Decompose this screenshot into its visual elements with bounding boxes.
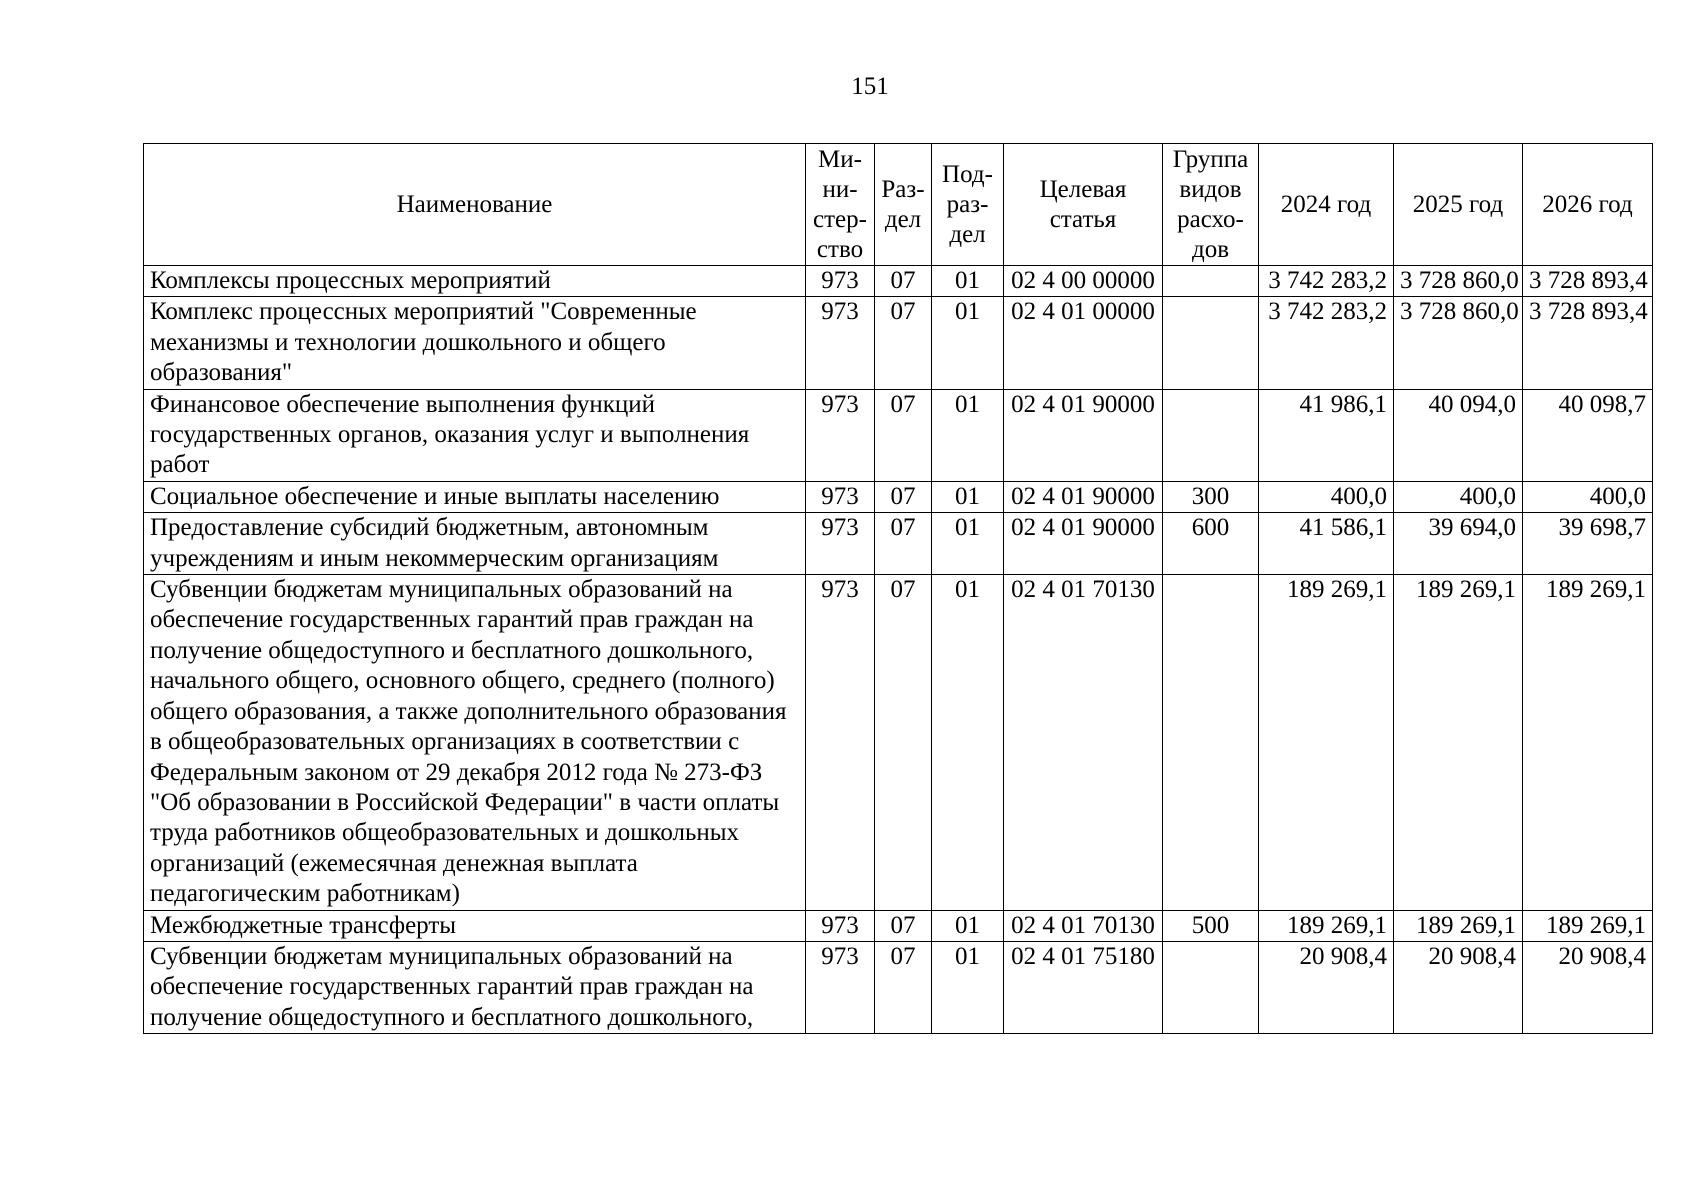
- cell-2026: 400,0: [1523, 481, 1653, 512]
- cell-ministry: 973: [806, 389, 875, 481]
- cell-group: [1163, 389, 1259, 481]
- cell-2026: 3 728 893,4: [1523, 266, 1653, 297]
- header-section-line: дел: [884, 205, 922, 233]
- cell-name: Финансовое обеспечение выполнения функций государственных органов, оказания услуг и выполнения работ: [144, 389, 806, 481]
- cell-group: 500: [1163, 910, 1259, 941]
- cell-section: 07: [875, 266, 932, 297]
- cell-2024: 400,0: [1259, 481, 1394, 512]
- cell-subsection: 01: [932, 266, 1004, 297]
- cell-ministry: 973: [806, 481, 875, 512]
- cell-group: [1163, 266, 1259, 297]
- cell-2025: 400,0: [1394, 481, 1523, 512]
- table-row: [144, 513, 1653, 575]
- header-ministry: [806, 144, 875, 266]
- header-ministry-line: ни-: [822, 175, 858, 203]
- cell-target: 02 4 01 75180: [1004, 941, 1163, 1033]
- cell-target: 02 4 01 70130: [1004, 575, 1163, 910]
- table-row: [144, 575, 1653, 910]
- cell-section: 07: [875, 389, 932, 481]
- cell-ministry: 973: [806, 941, 875, 1033]
- cell-2024: 41 986,1: [1259, 389, 1394, 481]
- cell-2025: 20 908,4: [1394, 941, 1523, 1033]
- cell-target: 02 4 01 90000: [1004, 481, 1163, 512]
- cell-2025: 40 094,0: [1394, 389, 1523, 481]
- table-row: [144, 910, 1653, 941]
- cell-name: Комплекс процессных мероприятий "Современные механизмы и технологии дошкольного и общего образования": [144, 297, 806, 389]
- header-subsection-line: дел: [949, 220, 986, 248]
- cell-name: Предоставление субсидий бюджетным, автономным учреждениям и иным некоммерческим организациям: [144, 513, 806, 575]
- cell-ministry: 973: [806, 910, 875, 941]
- table-row: [144, 941, 1653, 1033]
- cell-2026: 189 269,1: [1523, 910, 1653, 941]
- cell-name: Межбюджетные трансферты: [144, 910, 806, 941]
- cell-section: 07: [875, 575, 932, 910]
- cell-name: Субвенции бюджетам муниципальных образований на обеспечение государственных гарантий прав граждан на получение общедоступного и бесплатного дошкольного,: [144, 941, 806, 1033]
- header-ministry-line: Ми-: [818, 145, 862, 173]
- header-2026: 2026 год: [1523, 144, 1653, 266]
- cell-section: 07: [875, 941, 932, 1033]
- cell-group: [1163, 575, 1259, 910]
- header-ministry-line: стер-: [813, 205, 867, 233]
- cell-2026: 3 728 893,4: [1523, 297, 1653, 389]
- cell-2026: 39 698,7: [1523, 513, 1653, 575]
- page-number: 151: [851, 73, 889, 100]
- cell-2026: 40 098,7: [1523, 389, 1653, 481]
- cell-name: Социальное обеспечение и иные выплаты населению: [144, 481, 806, 512]
- cell-subsection: 01: [932, 389, 1004, 481]
- budget-table: [143, 143, 1653, 1034]
- header-section: [875, 144, 932, 266]
- header-group: [1163, 144, 1259, 266]
- cell-ministry: 973: [806, 266, 875, 297]
- cell-ministry: 973: [806, 513, 875, 575]
- cell-2024: 41 586,1: [1259, 513, 1394, 575]
- header-subsection: [932, 144, 1004, 266]
- cell-group: 600: [1163, 513, 1259, 575]
- cell-section: 07: [875, 481, 932, 512]
- cell-2026: 189 269,1: [1523, 575, 1653, 910]
- cell-subsection: 01: [932, 910, 1004, 941]
- cell-group: 300: [1163, 481, 1259, 512]
- cell-2024: 189 269,1: [1259, 910, 1394, 941]
- header-group-line: дов: [1191, 235, 1230, 263]
- cell-section: 07: [875, 297, 932, 389]
- header-target-line: статья: [1049, 205, 1117, 233]
- table-row: [144, 389, 1653, 481]
- cell-subsection: 01: [932, 941, 1004, 1033]
- cell-ministry: 973: [806, 297, 875, 389]
- header-name: Наименование: [144, 144, 806, 266]
- cell-2025: 39 694,0: [1394, 513, 1523, 575]
- cell-target: 02 4 01 90000: [1004, 513, 1163, 575]
- table-row: [144, 297, 1653, 389]
- header-group-line: Группа: [1172, 145, 1249, 173]
- cell-2024: 3 742 283,2: [1259, 266, 1394, 297]
- header-group-line: видов: [1179, 175, 1242, 203]
- header-2025: 2025 год: [1394, 144, 1523, 266]
- header-target: [1004, 144, 1163, 266]
- cell-section: 07: [875, 910, 932, 941]
- cell-2025: 189 269,1: [1394, 910, 1523, 941]
- cell-name: Субвенции бюджетам муниципальных образований на обеспечение государственных гарантий прав граждан на получение общедоступного и бесплатного дошкольного, начального общего, основного общего, среднего (полного) общего образования, а также дополнительного образования в общеобразовательных организациях в соответствии с Федеральным законом от 29 декабря 2012 года № 273-ФЗ "Об образовании в Российской Федерации" в части оплаты труда работников общеобразовательных и дошкольных организаций (ежемесячная денежная выплата педагогическим работникам): [144, 575, 806, 910]
- cell-name: Комплексы процессных мероприятий: [144, 266, 806, 297]
- cell-group: [1163, 941, 1259, 1033]
- cell-subsection: 01: [932, 575, 1004, 910]
- cell-subsection: 01: [932, 513, 1004, 575]
- cell-target: 02 4 01 90000: [1004, 389, 1163, 481]
- cell-target: 02 4 00 00000: [1004, 266, 1163, 297]
- table-row: [144, 266, 1653, 297]
- table-row: [144, 481, 1653, 512]
- cell-2024: 189 269,1: [1259, 575, 1394, 910]
- header-group-line: расхо-: [1177, 205, 1244, 233]
- cell-2024: 3 742 283,2: [1259, 297, 1394, 389]
- cell-2024: 20 908,4: [1259, 941, 1394, 1033]
- header-section-line: Раз-: [881, 175, 925, 203]
- header-target-line: Целевая: [1039, 175, 1127, 203]
- header-subsection-line: Под-: [942, 160, 993, 188]
- cell-section: 07: [875, 513, 932, 575]
- header-ministry-line: ство: [816, 235, 864, 263]
- cell-group: [1163, 297, 1259, 389]
- cell-2025: 3 728 860,0: [1394, 266, 1523, 297]
- cell-2025: 3 728 860,0: [1394, 297, 1523, 389]
- header-subsection-line: раз-: [946, 190, 989, 218]
- cell-subsection: 01: [932, 297, 1004, 389]
- cell-ministry: 973: [806, 575, 875, 910]
- cell-target: 02 4 01 70130: [1004, 910, 1163, 941]
- cell-subsection: 01: [932, 481, 1004, 512]
- table-header-row: [144, 144, 1653, 266]
- header-2024: 2024 год: [1259, 144, 1394, 266]
- cell-2026: 20 908,4: [1523, 941, 1653, 1033]
- cell-2025: 189 269,1: [1394, 575, 1523, 910]
- cell-target: 02 4 01 00000: [1004, 297, 1163, 389]
